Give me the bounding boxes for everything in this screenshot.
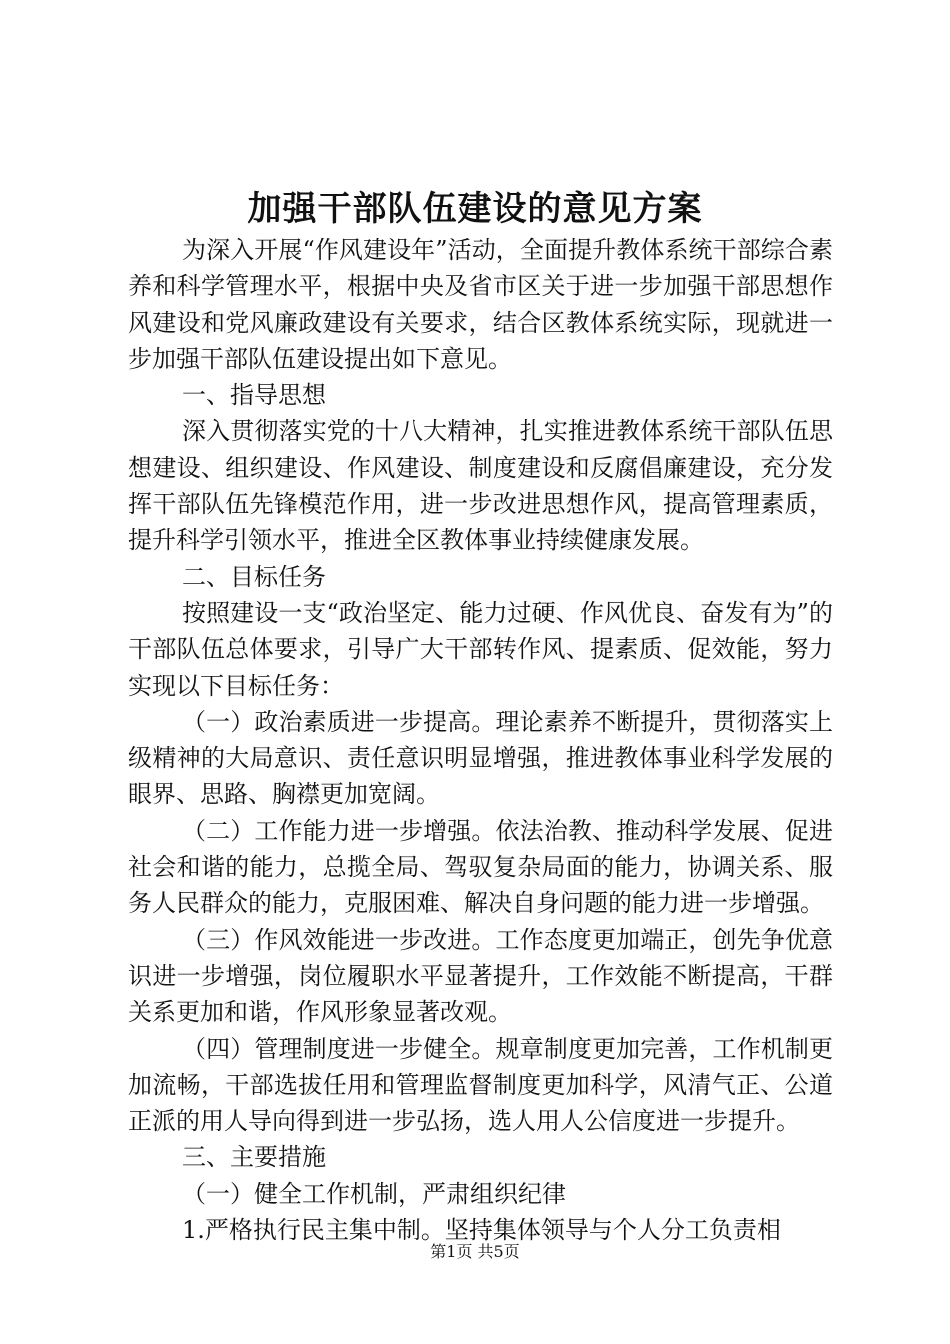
document-title: 加强干部队伍建设的意见方案 <box>247 189 703 229</box>
paragraph-guiding-ideology: 深入贯彻落实党的十八大精神，扎实推进教体系统干部队伍思想建设、组织建设、作风建设、制度建设和反腐倡廉建设，充分发挥干部队伍先锋模范作用，进一步改进思想作风，提高管理素质，提升科学引领水平，推进全区教体事业持续健康发展。 <box>128 417 833 555</box>
section-heading-guiding-ideology: 一、指导思想 <box>182 381 326 410</box>
document-body <box>128 232 833 1248</box>
paragraph-measure-1-1: 1.严格执行民主集中制。坚持集体领导与个人分工负责相 <box>182 1216 781 1245</box>
section-heading-measures: 三、主要措施 <box>182 1143 326 1172</box>
subheading-measure-1: （一）健全工作机制，严肃组织纪律 <box>182 1179 566 1208</box>
paragraph-goal-3: （三）作风效能进一步改进。工作态度更加端正，创先争优意识进一步增强，岗位履职水平显著提升，工作效能不断提高，干群关系更加和谐，作风形象显著改观。 <box>128 925 833 1027</box>
paragraph-intro: 为深入开展“作风建设年”活动，全面提升教体系统干部综合素养和科学管理水平，根据中央及省市区关于进一步加强干部思想作风建设和党风廉政建设有关要求，结合区教体系统实际，现就进一步加强干部队伍建设提出如下意见。 <box>128 236 833 373</box>
paragraph-goals-intro: 按照建设一支“政治坚定、能力过硬、作风优良、奋发有为”的干部队伍总体要求，引导广大干部转作风、提素质、促效能，努力实现以下目标任务： <box>128 598 833 700</box>
page-footer: 第1页 共5页 <box>430 1242 520 1261</box>
paragraph-goal-1: （一）政治素质进一步提高。理论素养不断提升，贯彻落实上级精神的大局意识、责任意识明显增强，推进教体事业科学发展的眼界、思路、胸襟更加宽阔。 <box>128 707 833 809</box>
section-heading-goals: 二、目标任务 <box>182 562 326 591</box>
paragraph-goal-4: （四）管理制度进一步健全。规章制度更加完善，工作机制更加流畅，干部选拔任用和管理监督制度更加科学，风清气正、公道正派的用人导向得到进一步弘扬，选人用人公信度进一步提升。 <box>128 1034 833 1136</box>
paragraph-goal-2: （二）工作能力进一步增强。依法治教、推动科学发展、促进社会和谐的能力，总揽全局、驾驭复杂局面的能力，协调关系、服务人民群众的能力，克服困难、解决自身问题的能力进一步增强。 <box>128 816 833 918</box>
